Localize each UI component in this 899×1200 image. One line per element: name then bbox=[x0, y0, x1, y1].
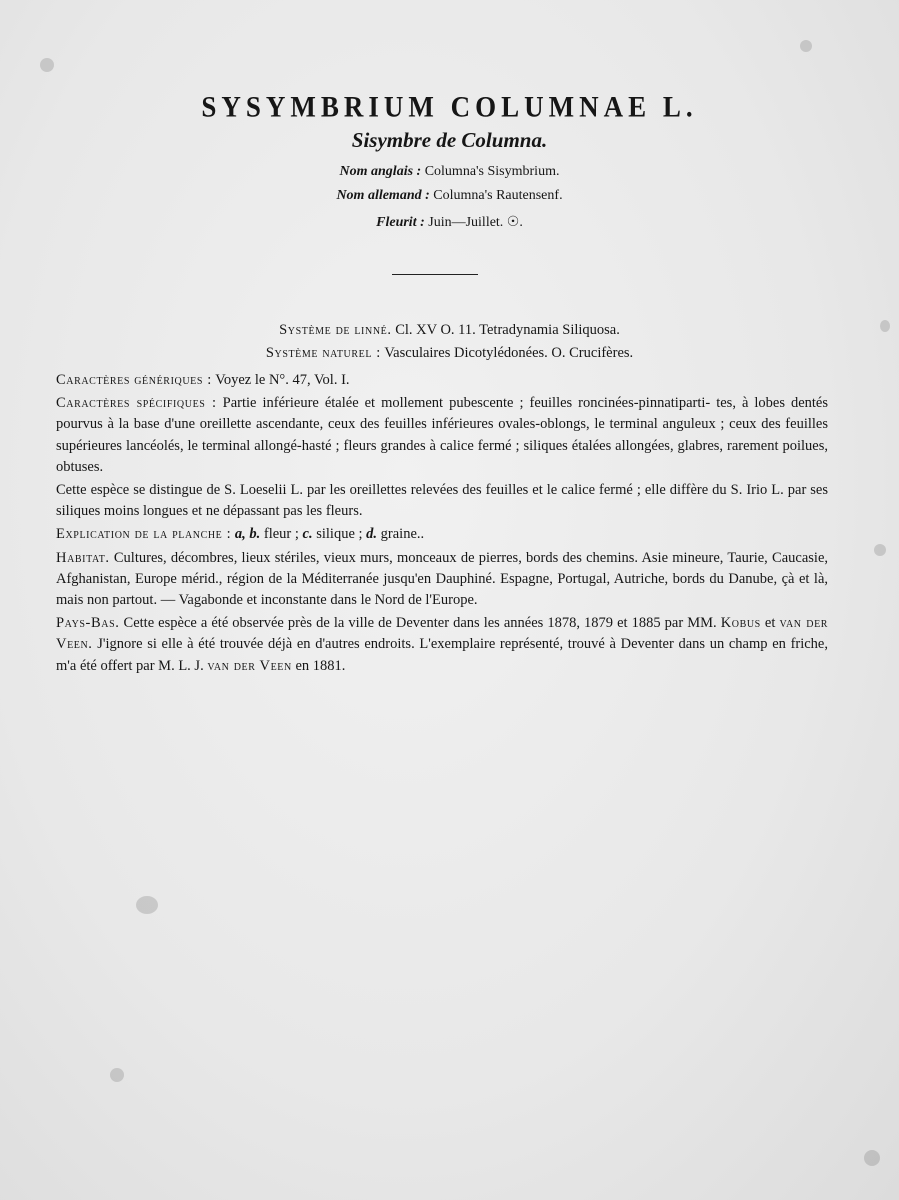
nom-allemand-value: Columna's Rautensenf. bbox=[433, 188, 563, 203]
pays-bas-text-2: J'ignore si elle à été trouvée déjà en d'autres endroits. L'exemplaire représenté, trouvé à Deventer dans un champ en friche, m'a été offert par M. L. J. bbox=[56, 636, 828, 674]
nom-allemand-label: Nom allemand : bbox=[336, 188, 430, 203]
explication-d: d. bbox=[366, 526, 378, 543]
paper-speck bbox=[874, 544, 886, 556]
nom-anglais-line bbox=[0, 164, 899, 180]
caracteres-specifiques bbox=[56, 393, 828, 478]
fleurit-label: Fleurit : bbox=[376, 215, 425, 230]
collector-kobus: Kobus bbox=[720, 615, 761, 632]
caracteres-generiques-text: Voyez le N°. 47, Vol. I. bbox=[215, 372, 350, 388]
paper-speck bbox=[40, 58, 54, 72]
caracteres-generiques-label: Caractères génériques : bbox=[56, 372, 212, 388]
nom-anglais-value: Columna's Sisymbrium. bbox=[424, 164, 560, 179]
caracteres-specifiques-text: Partie inférieure étalée et mollement pubescente ; feuilles roncinées-pinnatiparti- tes, à lobes dentés pourvus à la base d'une oreillette ascendante, ceux des feuilles inférieures ovales-oblongs, le terminal anguleux ; ceux des feuilles supérieures lancéolés, le terminal allongé-hasté ; fleurs grandes à calice fermé ; siliques étalées allongées, glabres, rarement poilues, obtuses. bbox=[56, 395, 829, 475]
separator-rule bbox=[392, 274, 478, 275]
paper-speck bbox=[800, 40, 812, 52]
pays-bas-text-3: en 1881. bbox=[295, 657, 346, 674]
systeme-naturel-line bbox=[0, 345, 899, 362]
systeme-linne-label: Système de linné. bbox=[279, 322, 392, 338]
pays-bas-label: Pays-Bas. bbox=[56, 615, 120, 632]
systeme-naturel-value: Vasculaires Dicotylédonées. O. Crucifères. bbox=[384, 345, 634, 361]
pays-bas-paragraph bbox=[56, 613, 828, 677]
distinction-paragraph bbox=[56, 480, 828, 522]
nom-allemand-line bbox=[0, 188, 899, 204]
habitat-paragraph bbox=[56, 548, 828, 612]
donor-van-der-veen: van der Veen bbox=[207, 657, 292, 674]
explication-c: c. bbox=[302, 526, 313, 543]
paper-speck bbox=[864, 1150, 880, 1166]
paper-speck bbox=[136, 896, 158, 914]
explication-label: Explication de la planche : bbox=[56, 526, 232, 543]
habitat-text: Cultures, décombres, lieux stériles, vieux murs, monceaux de pierres, bords des chemins. Asie mineure, Taurie, Caucasie, Afghanistan, Europe mérid., région de la Méditerranée jusqu'en Dauphiné. Espagne, Portugal, Autriche, bords du Danube, çà et là, mais non partout. — Vagabonde et inconstante dans le Nord de l'Europe. bbox=[56, 549, 829, 609]
pays-bas-text-1: Cette espèce a été observée près de la ville de Deventer dans les années 1878, 1879 et 1885 par MM. bbox=[123, 615, 717, 632]
paper-speck bbox=[110, 1068, 124, 1082]
explication-fleur: fleur ; bbox=[263, 526, 299, 543]
systeme-naturel-label: Système naturel : bbox=[265, 345, 381, 361]
fleurit-value: Juin—Juillet. ☉. bbox=[428, 215, 523, 230]
explication-graine: graine.. bbox=[380, 526, 425, 543]
pays-bas-et: et bbox=[764, 615, 776, 632]
explication-a: a, b. bbox=[234, 526, 261, 543]
nom-anglais-label: Nom anglais : bbox=[339, 164, 422, 179]
page-subtitle: Sisymbre de Columna. bbox=[351, 128, 548, 152]
collector-van-der-veen: van der Veen. bbox=[56, 615, 829, 653]
caracteres-specifiques-label: Caractères spécifiques : bbox=[56, 395, 217, 412]
systeme-linne-value: Cl. XV O. 11. Tetradynamia Siliquosa. bbox=[395, 322, 620, 338]
fleurit-line bbox=[0, 214, 899, 231]
distinction-text: Cette espèce se distingue de S. Loeselii L. par les oreillettes relevées des feuilles et le calice fermé ; elle diffère du S. Irio L. par ses siliques moins longues et ne dépassant pas les fleurs. bbox=[56, 482, 828, 520]
systeme-linne-line bbox=[0, 322, 899, 339]
explication-silique: silique ; bbox=[316, 526, 363, 543]
page-title: SYSYMBRIUM COLUMNAE L. bbox=[201, 90, 698, 124]
caracteres-generiques bbox=[56, 370, 828, 391]
explication-planche bbox=[56, 524, 828, 545]
description-body bbox=[56, 370, 828, 677]
habitat-label: Habitat. bbox=[56, 549, 110, 566]
